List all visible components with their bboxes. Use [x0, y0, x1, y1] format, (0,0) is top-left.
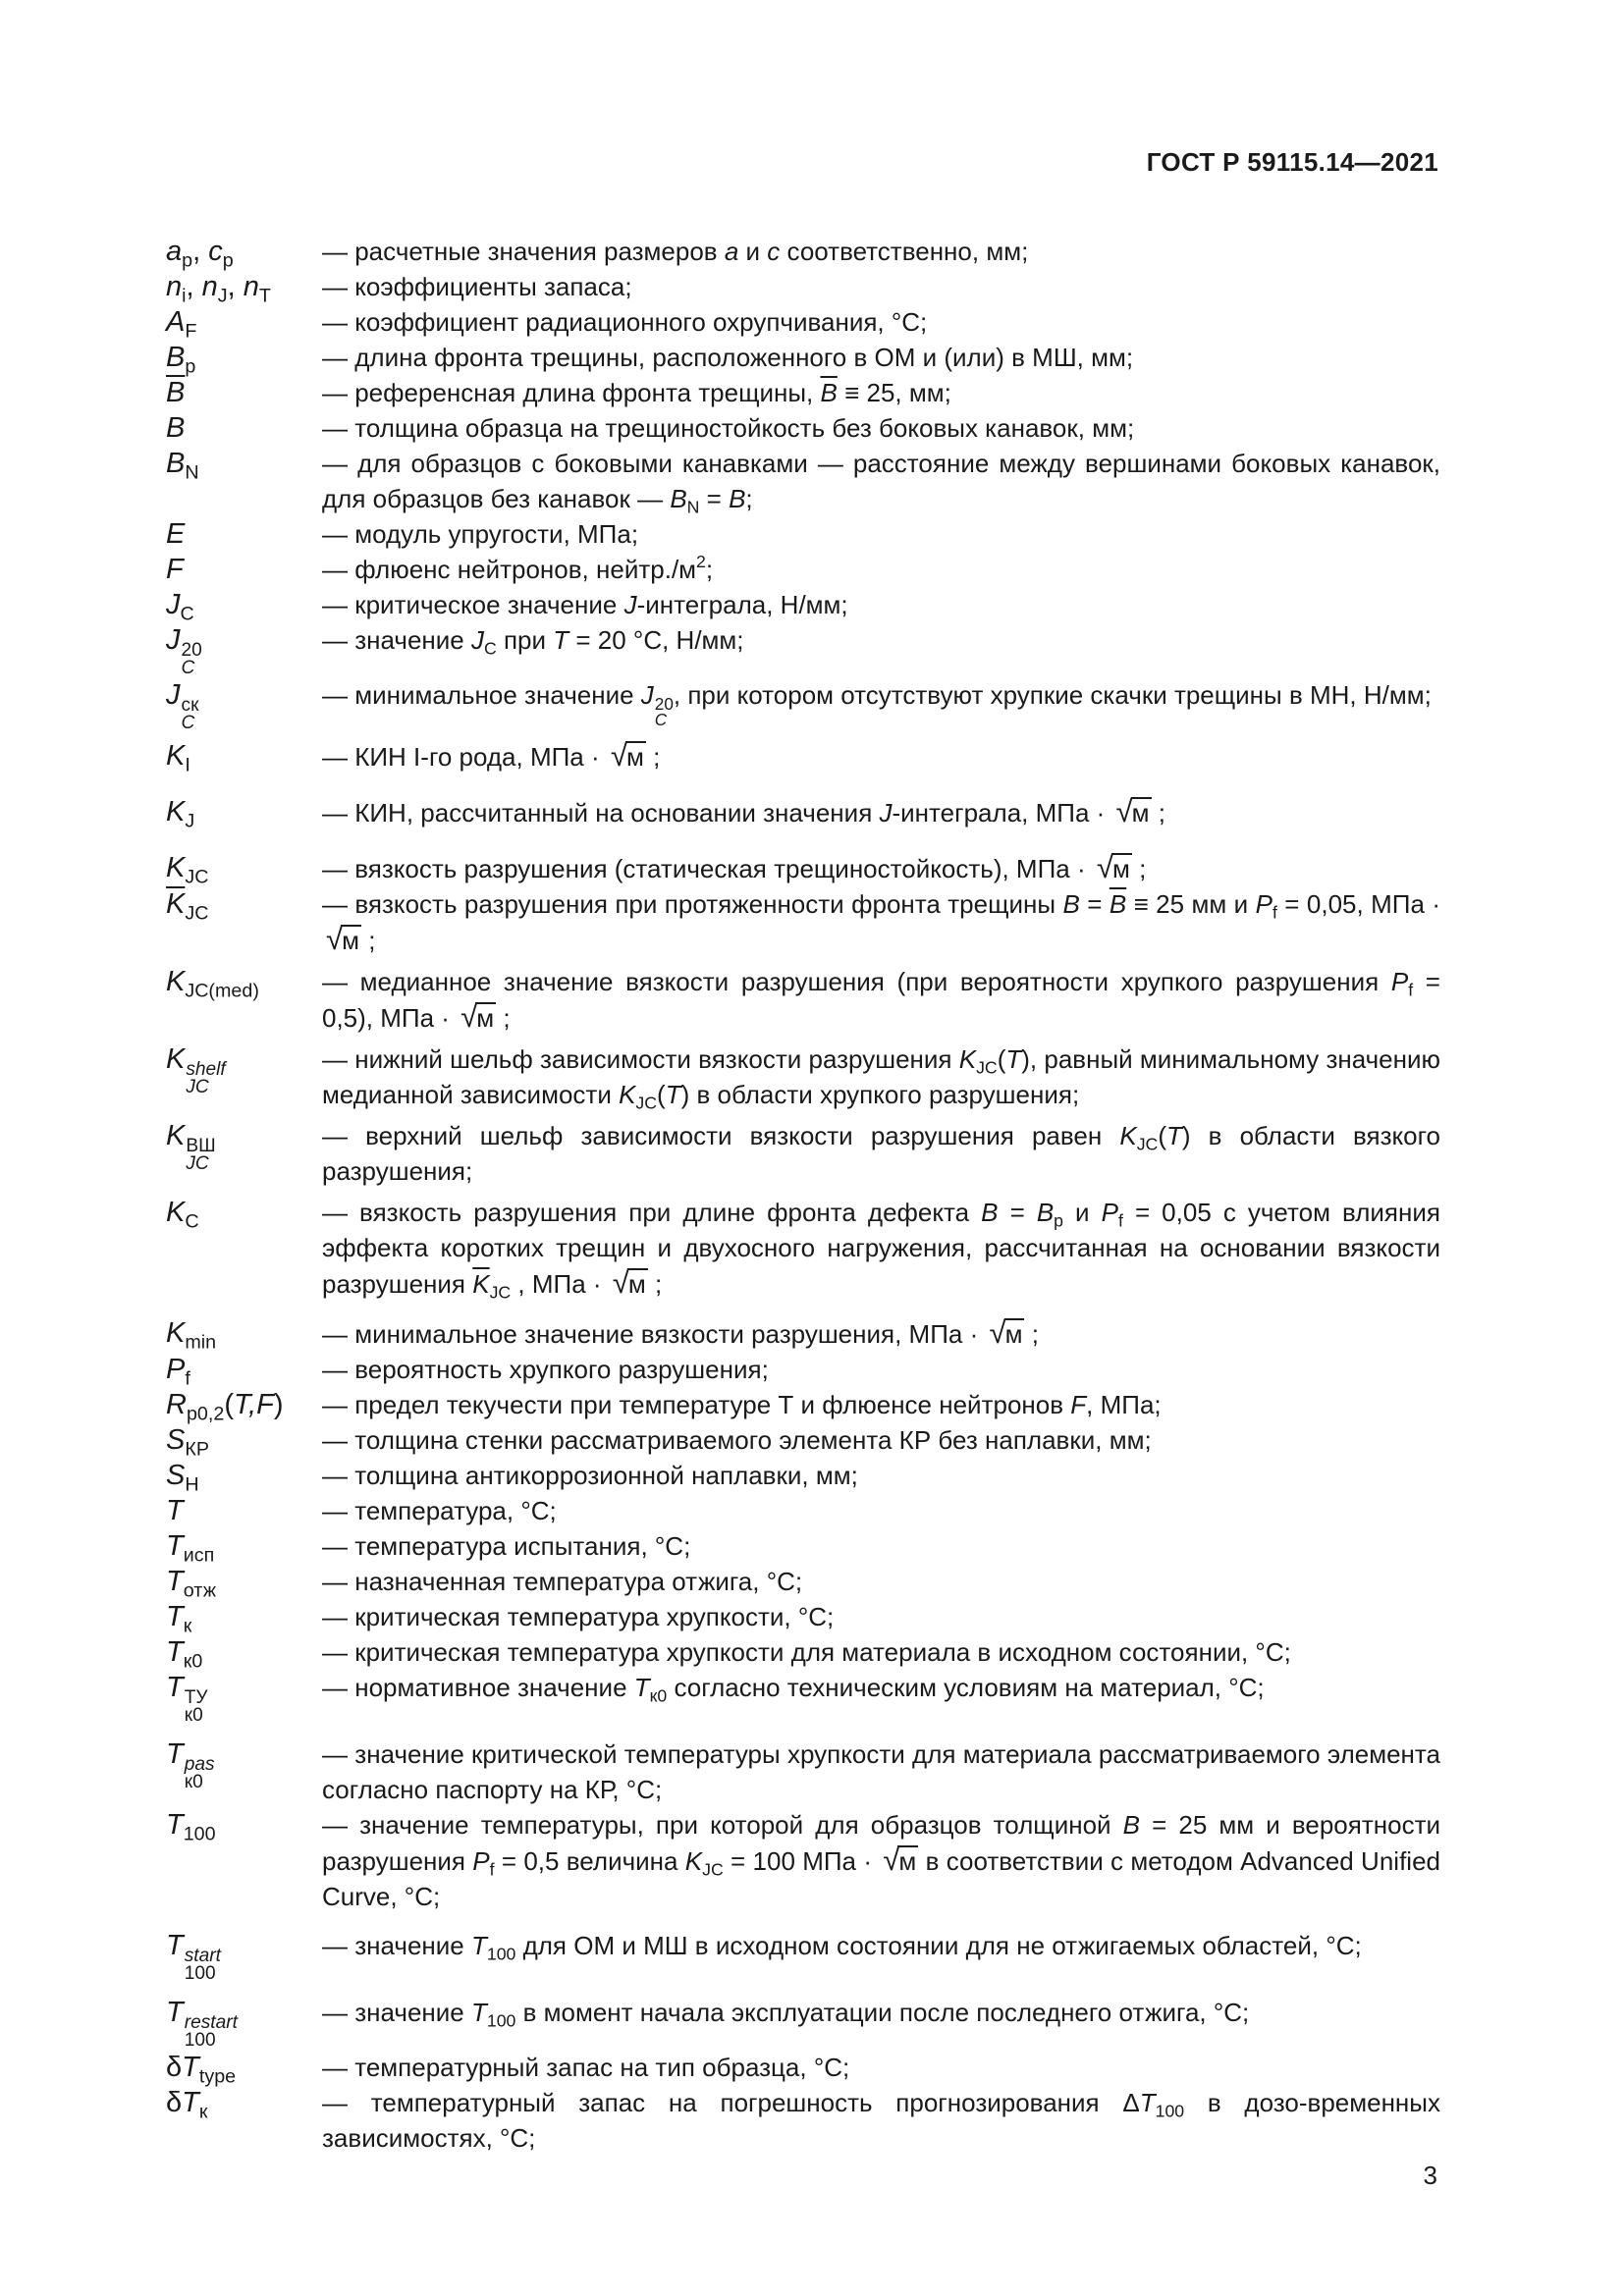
- subscript: f: [185, 1367, 190, 1390]
- notation-symbol: [166, 552, 322, 587]
- variable: n: [201, 271, 218, 302]
- notation-definition: — КИН, рассчитанный на основании значения J-интеграла, МПа · √м ;: [322, 794, 1165, 829]
- variable: T: [1005, 1044, 1022, 1075]
- subscript: C: [181, 712, 195, 733]
- superscript: ТУ: [184, 1686, 208, 1708]
- superscript: ск: [181, 694, 199, 716]
- notation-row: [166, 340, 1440, 378]
- notation-symbol: [166, 1528, 322, 1567]
- notation-symbol: [166, 587, 322, 625]
- notation-definition: — температурный запас на тип образца, °С;: [322, 2053, 850, 2083]
- variable: B: [981, 1198, 999, 1228]
- variable: T: [166, 1738, 184, 1771]
- notation-definition: — минимальное значение J 20 C , при котором отсутствуют хрупкие скачки трещины в МН, Н/мм;: [322, 680, 1432, 730]
- variable: F: [166, 554, 184, 585]
- super-subscript-stack: [655, 696, 674, 728]
- overlined-variable: $\overline{K}$: [472, 1269, 490, 1300]
- subscript: JC: [185, 902, 209, 925]
- notation-definition: — значение критической температуры хрупкости для материала рассматриваемого элемента согласно паспорту на КР, °С;: [322, 1739, 1440, 1805]
- notation-symbol: [166, 1928, 322, 1983]
- notation-definition: — референсная длина фронта трещины, $\overline{B} \equiv 25$, мм;: [322, 378, 951, 407]
- variable: P: [1255, 889, 1272, 920]
- notation-definition: — медианное значение вязкости разрушения (при вероятности хрупкого разрушения $P_f = 0,5$), МПа · √м ;: [322, 967, 1440, 1035]
- sqrt-radicand: м: [476, 1003, 495, 1034]
- notation-row: [166, 1041, 1440, 1112]
- variable: J: [166, 624, 181, 656]
- notation-symbol: $\delta T_{type}$: [166, 2052, 237, 2088]
- notation-row: [166, 1458, 1440, 1496]
- notation-row: [166, 1315, 1440, 1352]
- subscript: f: [489, 1859, 495, 1880]
- subscript: p0,2: [186, 1403, 225, 1425]
- variable: K: [166, 852, 186, 884]
- sqrt-symbol: √: [1096, 850, 1113, 885]
- subscript: к0: [184, 1705, 203, 1726]
- notation-definition: — критическое значение J-интеграла, Н/мм;: [322, 590, 848, 619]
- notation-symbol: [166, 516, 322, 552]
- variable: T: [166, 1809, 184, 1842]
- variable: T,F: [233, 1389, 274, 1421]
- sqrt-radicand: м: [1111, 854, 1130, 884]
- variable: T: [166, 1636, 184, 1669]
- super-subscript-stack: [184, 2011, 238, 2052]
- subscript: J: [217, 285, 228, 307]
- notation-definition: — предел текучести при температуре Т и флюенсе нейтронов F, МПа;: [322, 1390, 1162, 1420]
- super-subscript-stack: [184, 1945, 221, 1985]
- variable: T: [166, 1601, 184, 1633]
- notation-definition: — значение температуры, при которой для образцов толщиной B = 25 мм и вероятности разрушения $P_f = 0,5$ величина $K_{JC} = 100$ МПа · √м в соответствии с методом Advanced Unified Curve, °С;: [322, 1810, 1441, 1912]
- notation-row: [166, 1995, 1440, 2050]
- notation-row: [166, 794, 1440, 830]
- variable: T: [166, 1672, 184, 1704]
- subscript: р: [1054, 1210, 1063, 1231]
- notation-symbol: [166, 1599, 322, 1637]
- variable: K: [1119, 1121, 1137, 1151]
- subscript: JC: [186, 1153, 209, 1174]
- variable: T: [182, 2087, 199, 2119]
- notation-definition: — коэффициент радиационного охрупчивания, °С;: [322, 307, 928, 337]
- notation-symbol: $R_{p0,2}(T,F)$: [166, 1389, 284, 1425]
- notation-definition: — модуль упругости, МПа;: [322, 519, 639, 549]
- variable: T: [470, 1931, 487, 1961]
- notation-row: [166, 1634, 1440, 1673]
- notation-definition: — вязкость разрушения при длине фронта дефекта $B = B_р$ и $P_f = 0,05$ с учетом влияния эффекта коротких трещин и двухосного нагружения, рассчитанная на основании вязкости разрушения $\overline{K}_{JC}$ , МПа · √м ;: [322, 1198, 1440, 1303]
- notation-definition: — температура испытания, °С;: [322, 1531, 691, 1562]
- subscript: 100: [183, 1823, 216, 1845]
- notation-row: [166, 1807, 1440, 1914]
- notation-symbol: [166, 1118, 322, 1173]
- notation-symbol: $a_р$, $c_р$: [166, 236, 234, 272]
- variable: J: [166, 589, 181, 620]
- sqrt-symbol: √: [610, 738, 627, 774]
- subscript: JC: [702, 1859, 724, 1880]
- notation-definition: — значение $J_C$ при T = 20 °С, Н/мм;: [322, 625, 744, 659]
- notation-row: [166, 1195, 1440, 1302]
- variable: K: [166, 966, 186, 998]
- subscript: 100: [184, 2030, 216, 2052]
- notation-definition: — температурный запас на погрешность прогнозирования $\Delta T_{100}$ в дозо-временных зависимостях, °С;: [322, 2088, 1440, 2154]
- notation-symbol: [166, 1995, 322, 2050]
- subscript: i: [182, 285, 187, 307]
- overlined-variable: $\overline{B}$: [166, 377, 186, 408]
- subscript: 100: [184, 1963, 216, 1985]
- notation-row: [166, 1528, 1440, 1567]
- variable: T: [665, 1080, 681, 1110]
- variable: J: [166, 679, 181, 712]
- notation-symbol: [166, 850, 322, 888]
- notation-definition: — толщина антикоррозионной наплавки, мм;: [322, 1461, 858, 1491]
- notation-row: [166, 738, 1440, 774]
- notation-row: [166, 1118, 1440, 1189]
- notation-row: [166, 446, 1440, 516]
- notation-symbol: [166, 410, 322, 446]
- variable: T: [182, 2052, 199, 2084]
- variable: B: [670, 484, 687, 513]
- notation-row: [166, 304, 1440, 343]
- superscript: shelf: [186, 1058, 226, 1080]
- notation-definition: — коэффициенты запаса;: [322, 272, 632, 301]
- variable: n: [243, 271, 259, 302]
- notation-symbol: [166, 738, 322, 774]
- notation-symbol: [166, 1493, 322, 1528]
- variable: S: [166, 1460, 186, 1492]
- superscript: pas: [184, 1753, 215, 1775]
- notation-symbol: [166, 340, 322, 378]
- notation-definition: — минимальное значение вязкости разрушения, МПа · √м ;: [322, 1315, 1039, 1351]
- notation-symbol: [166, 1458, 322, 1496]
- notation-symbol: [166, 1807, 322, 1845]
- subscript: JC: [1136, 1134, 1159, 1154]
- notation-definition: — вязкость разрушения (статическая трещиностойкость), МПа · √м ;: [322, 850, 1147, 885]
- notation-row: [166, 850, 1440, 886]
- subscript: I: [185, 754, 190, 776]
- variable: S: [166, 1424, 186, 1457]
- notation-row: [166, 1670, 1440, 1725]
- notation-definition: — длина фронта трещины, расположенного в ОМ и (или) в МШ, мм;: [322, 343, 1134, 372]
- notation-definition: — температура, °С;: [322, 1496, 557, 1526]
- notation-list: [166, 234, 1440, 2156]
- notation-symbol: $\delta T_к$: [166, 2087, 208, 2123]
- variable: B: [1122, 1810, 1141, 1841]
- subscript: JC: [489, 1282, 512, 1303]
- notation-definition: — критическая температура хрупкости для материала в исходном состоянии, °С;: [322, 1637, 1291, 1668]
- variable: T: [1165, 1121, 1182, 1151]
- notation-row: [166, 375, 1440, 410]
- notation-symbol: [166, 375, 322, 410]
- variable: T: [166, 1997, 184, 2029]
- notation-symbol: [166, 1736, 322, 1791]
- variable: J: [879, 798, 893, 828]
- variable: T: [166, 1566, 184, 1598]
- variable: c: [208, 236, 223, 267]
- notation-definition: — значение $T_{100}$ для ОМ и МШ в исходном состоянии для не отжигаемых областей, °С;: [322, 1931, 1362, 1964]
- notation-row: [166, 886, 1440, 958]
- subscript: р: [222, 249, 234, 272]
- sqrt-radicand: м: [627, 1269, 646, 1300]
- notation-symbol: [166, 677, 322, 732]
- notation-row: [166, 552, 1440, 587]
- notation-symbol: [166, 446, 322, 484]
- variable: a: [724, 237, 739, 266]
- variable: T: [470, 1998, 487, 2028]
- variable: K: [684, 1846, 703, 1877]
- subscript: f: [1408, 980, 1414, 1000]
- variable: J: [470, 625, 484, 655]
- subscript: к0: [184, 1772, 203, 1793]
- variable: K: [166, 1197, 186, 1229]
- notation-row: [166, 677, 1440, 732]
- subscript: f: [1117, 1210, 1123, 1231]
- notation-row: [166, 1928, 1440, 1983]
- sqrt-radicand: м: [1131, 798, 1150, 828]
- subscript: исп: [183, 1544, 215, 1567]
- notation-row: [166, 1352, 1440, 1390]
- notation-symbol: [166, 1041, 322, 1096]
- notation-row: [166, 234, 1440, 272]
- notation-definition: — КИН I-го рода, МПа · √м ;: [322, 738, 661, 774]
- notation-symbol: [166, 1564, 322, 1602]
- notation-definition: — вязкость разрушения при протяженности фронта трещины $B = \overline{B} \equiv 25$ мм и $P_f = 0,05$, МПа · √м ;: [322, 889, 1441, 957]
- subscript: C: [483, 638, 497, 659]
- subscript: 100: [486, 2010, 516, 2031]
- subscript: к0: [183, 1650, 203, 1673]
- sqrt-radicand: м: [626, 742, 644, 773]
- notation-row: [166, 410, 1440, 446]
- overlined-variable: $\overline{K}$: [166, 888, 186, 921]
- variable: B: [1062, 889, 1080, 920]
- variable: K: [166, 740, 186, 773]
- variable: K: [166, 1043, 186, 1076]
- variable: P: [1390, 967, 1409, 997]
- subscript: КР: [185, 1438, 209, 1461]
- subscript: р: [182, 249, 193, 272]
- subscript: 100: [1155, 2101, 1185, 2121]
- subscript: к: [183, 1615, 192, 1637]
- notation-symbol: [166, 1634, 322, 1673]
- subscript: JC: [185, 866, 209, 888]
- subscript: F: [185, 320, 197, 343]
- variable: c: [767, 237, 781, 266]
- super-subscript-stack: [186, 1058, 226, 1097]
- page-number: 3: [1423, 2161, 1437, 2190]
- notation-definition: — критическая температура хрупкости, °С;: [322, 1602, 835, 1632]
- super-subscript-stack: [184, 1753, 215, 1793]
- variable: A: [166, 306, 186, 338]
- notation-definition: — вероятность хрупкого разрушения;: [322, 1355, 769, 1385]
- variable: F: [1070, 1390, 1087, 1420]
- variable: K: [619, 1080, 636, 1110]
- notation-symbol: [166, 1422, 322, 1461]
- variable: R: [166, 1389, 187, 1421]
- variable: J: [640, 680, 654, 711]
- subscript: C: [180, 603, 194, 625]
- notation-row: [166, 1387, 1440, 1425]
- subscript: отж: [183, 1579, 217, 1602]
- notation-row: [166, 587, 1440, 625]
- sqrt-symbol: √: [460, 999, 478, 1035]
- variable: n: [166, 271, 183, 302]
- variable: K: [958, 1044, 977, 1075]
- subscript: f: [1272, 902, 1277, 923]
- overlined-variable: $\overline{B}$: [820, 378, 838, 407]
- variable: P: [166, 1354, 186, 1386]
- notation-row: [166, 622, 1440, 677]
- subscript: T: [258, 285, 271, 307]
- subscript: C: [181, 657, 195, 678]
- variable: J: [623, 590, 637, 619]
- notation-symbol: [166, 886, 322, 925]
- subscript: к0: [649, 1685, 668, 1706]
- variable: P: [472, 1846, 490, 1877]
- notation-definition: — расчетные значения размеров a и c соответственно, мм;: [322, 237, 1029, 266]
- subscript: C: [185, 1210, 199, 1233]
- variable: B: [166, 448, 186, 479]
- notation-row: [166, 1599, 1440, 1637]
- variable: K: [166, 796, 186, 828]
- superscript: restart: [184, 2011, 238, 2033]
- subscript: J: [185, 810, 195, 832]
- subscript: JC(med): [185, 980, 259, 1002]
- notation-symbol: [166, 304, 322, 343]
- variable: B: [1036, 1198, 1055, 1228]
- notation-row: [166, 964, 1440, 1036]
- subscript: N: [185, 461, 199, 484]
- super-subscript-stack: [184, 1686, 208, 1726]
- notation-definition: — для образцов с боковыми канавками — расстояние между вершинами боковых канавок, для образцов без канавок — $B_N = B$;: [322, 449, 1440, 517]
- notation-row: [166, 269, 1440, 307]
- variable: B: [729, 484, 746, 513]
- variable: B: [166, 342, 186, 373]
- subscript: type: [198, 2065, 237, 2088]
- subscript: min: [185, 1331, 217, 1354]
- variable: T: [1139, 2088, 1156, 2118]
- notation-row: [166, 1422, 1440, 1461]
- superscript: 2: [696, 552, 706, 572]
- notation-row: [166, 2085, 1440, 2156]
- variable: K: [166, 1317, 186, 1350]
- notation-symbol: [166, 794, 322, 832]
- sqrt-symbol: √: [612, 1265, 629, 1301]
- variable: P: [1101, 1198, 1118, 1228]
- notation-symbol: [166, 964, 322, 1002]
- notation-symbol: [166, 622, 322, 677]
- sqrt-radicand: м: [1004, 1319, 1023, 1350]
- subscript: к: [198, 2101, 208, 2123]
- subscript: р: [185, 355, 196, 378]
- notation-row: [166, 1493, 1440, 1528]
- variable: B: [166, 412, 186, 444]
- notation-symbol: [166, 1352, 322, 1390]
- sqrt-symbol: √: [883, 1842, 900, 1878]
- sqrt-symbol: √: [326, 922, 344, 957]
- notation-definition: — толщина образца на трещиностойкость без боковых канавок, мм;: [322, 413, 1135, 443]
- notation-row: [166, 2050, 1440, 2088]
- superscript: 20: [181, 639, 202, 661]
- notation-definition: — толщина стенки рассматриваемого элемента КР без наплавки, мм;: [322, 1425, 1152, 1456]
- subscript: JC: [635, 1093, 658, 1113]
- document-header: ГОСТ Р 59115.14—2021: [1146, 147, 1438, 177]
- notation-row: [166, 516, 1440, 552]
- notation-row: [166, 1564, 1440, 1602]
- variable: K: [166, 1120, 186, 1152]
- superscript: 20: [654, 694, 674, 715]
- notation-symbol: $n_i$, $n_J$, $n_T$: [166, 271, 271, 307]
- variable: T: [553, 625, 569, 655]
- notation-symbol: [166, 1195, 322, 1233]
- notation-symbol: [166, 1315, 322, 1354]
- notation-definition: — нормативное значение $T_{к0}$ согласно техническим условиям на материал, °С;: [322, 1673, 1265, 1706]
- sqrt-symbol: √: [1115, 794, 1133, 829]
- notation-row: [166, 1736, 1440, 1807]
- subscript: JC: [976, 1057, 998, 1078]
- notation-definition: — нижний шельф зависимости вязкости разрушения $K_{JC}(T)$, равный минимальному значению медианной зависимости $K_{JC}(T)$ в области хрупкого разрушения;: [322, 1044, 1441, 1113]
- notation-definition: — верхний шельф зависимости вязкости разрушения равен $K_{JC}(T)$ в области вязкого разрушения;: [322, 1121, 1440, 1187]
- sqrt-symbol: √: [989, 1315, 1006, 1351]
- variable: T: [166, 1530, 184, 1563]
- super-subscript-stack: [186, 1135, 216, 1174]
- superscript: start: [184, 1945, 221, 1966]
- variable: a: [166, 236, 183, 267]
- subscript: C: [654, 710, 668, 730]
- super-subscript-stack: [181, 639, 202, 678]
- variable: T: [633, 1673, 650, 1703]
- notation-definition: — назначенная температура отжига, °С;: [322, 1567, 803, 1597]
- super-subscript-stack: [181, 694, 199, 733]
- overlined-variable: $\overline{B}$: [1109, 889, 1127, 920]
- subscript: Н: [185, 1473, 199, 1496]
- notation-definition: — значение $T_{100}$ в момент начала эксплуатации после последнего отжига, °С;: [322, 1998, 1250, 2031]
- subscript: 100: [486, 1944, 516, 1964]
- sqrt-radicand: м: [898, 1846, 917, 1877]
- variable: T: [166, 1930, 184, 1962]
- variable: E: [166, 518, 186, 550]
- notation-definition: — флюенс нейтронов, $нейтр./м^2$;: [322, 552, 714, 584]
- subscript: N: [686, 497, 700, 517]
- notation-symbol: [166, 1670, 322, 1725]
- superscript: ВШ: [186, 1135, 216, 1156]
- variable: T: [166, 1495, 184, 1527]
- sqrt-radicand: м: [342, 926, 359, 956]
- subscript: JC: [186, 1077, 209, 1097]
